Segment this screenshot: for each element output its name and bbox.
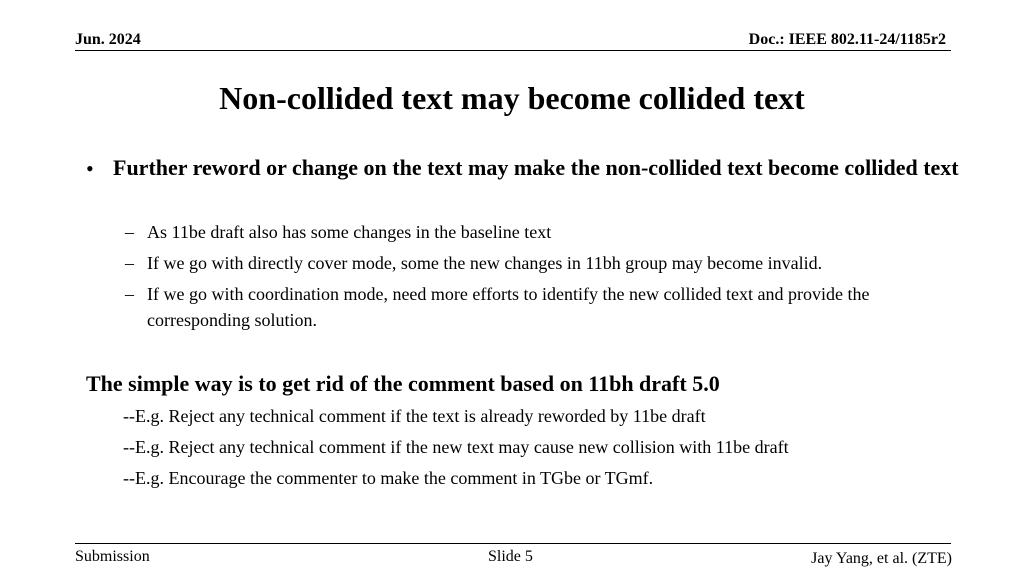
sub-bullet-text: If we go with directly cover mode, some the new changes in 11bh group may become invalid. xyxy=(147,253,823,273)
footer-author: Jay Yang, et al. (ZTE) xyxy=(811,550,952,567)
sub-bullet-marker: – xyxy=(125,222,134,242)
bullet-marker: • xyxy=(86,156,94,181)
footer-submission: Submission xyxy=(75,548,150,565)
footer-divider xyxy=(75,543,951,544)
sub-bullet-text: As 11be draft also has some changes in the baseline text xyxy=(147,222,552,242)
sub-bullet-text: If we go with coordination mode, need more efforts to identify the new collided text and provide the corresponding solution. xyxy=(147,284,870,330)
header-divider xyxy=(75,50,951,51)
example-item: --E.g. Encourage the commenter to make the comment in TGbe or TGmf. xyxy=(123,468,654,488)
sub-bullet-marker: – xyxy=(125,253,134,273)
conclusion-heading: The simple way is to get rid of the comment based on 11bh draft 5.0 xyxy=(86,371,720,396)
footer-slide-number: Slide 5 xyxy=(488,548,533,565)
example-item: --E.g. Reject any technical comment if the new text may cause new collision with 11be draft xyxy=(123,437,789,457)
bullet-text: Further reword or change on the text may make the non-collided text become collided text xyxy=(113,155,959,180)
slide-title: Non-collided text may become collided text xyxy=(219,80,805,116)
example-item: --E.g. Reject any technical comment if the text is already reworded by 11be draft xyxy=(123,406,706,426)
header-doc-id: Doc.: IEEE 802.11-24/1185r2 xyxy=(748,31,946,48)
header-date: Jun. 2024 xyxy=(75,31,141,48)
sub-bullet-marker: – xyxy=(125,284,134,304)
